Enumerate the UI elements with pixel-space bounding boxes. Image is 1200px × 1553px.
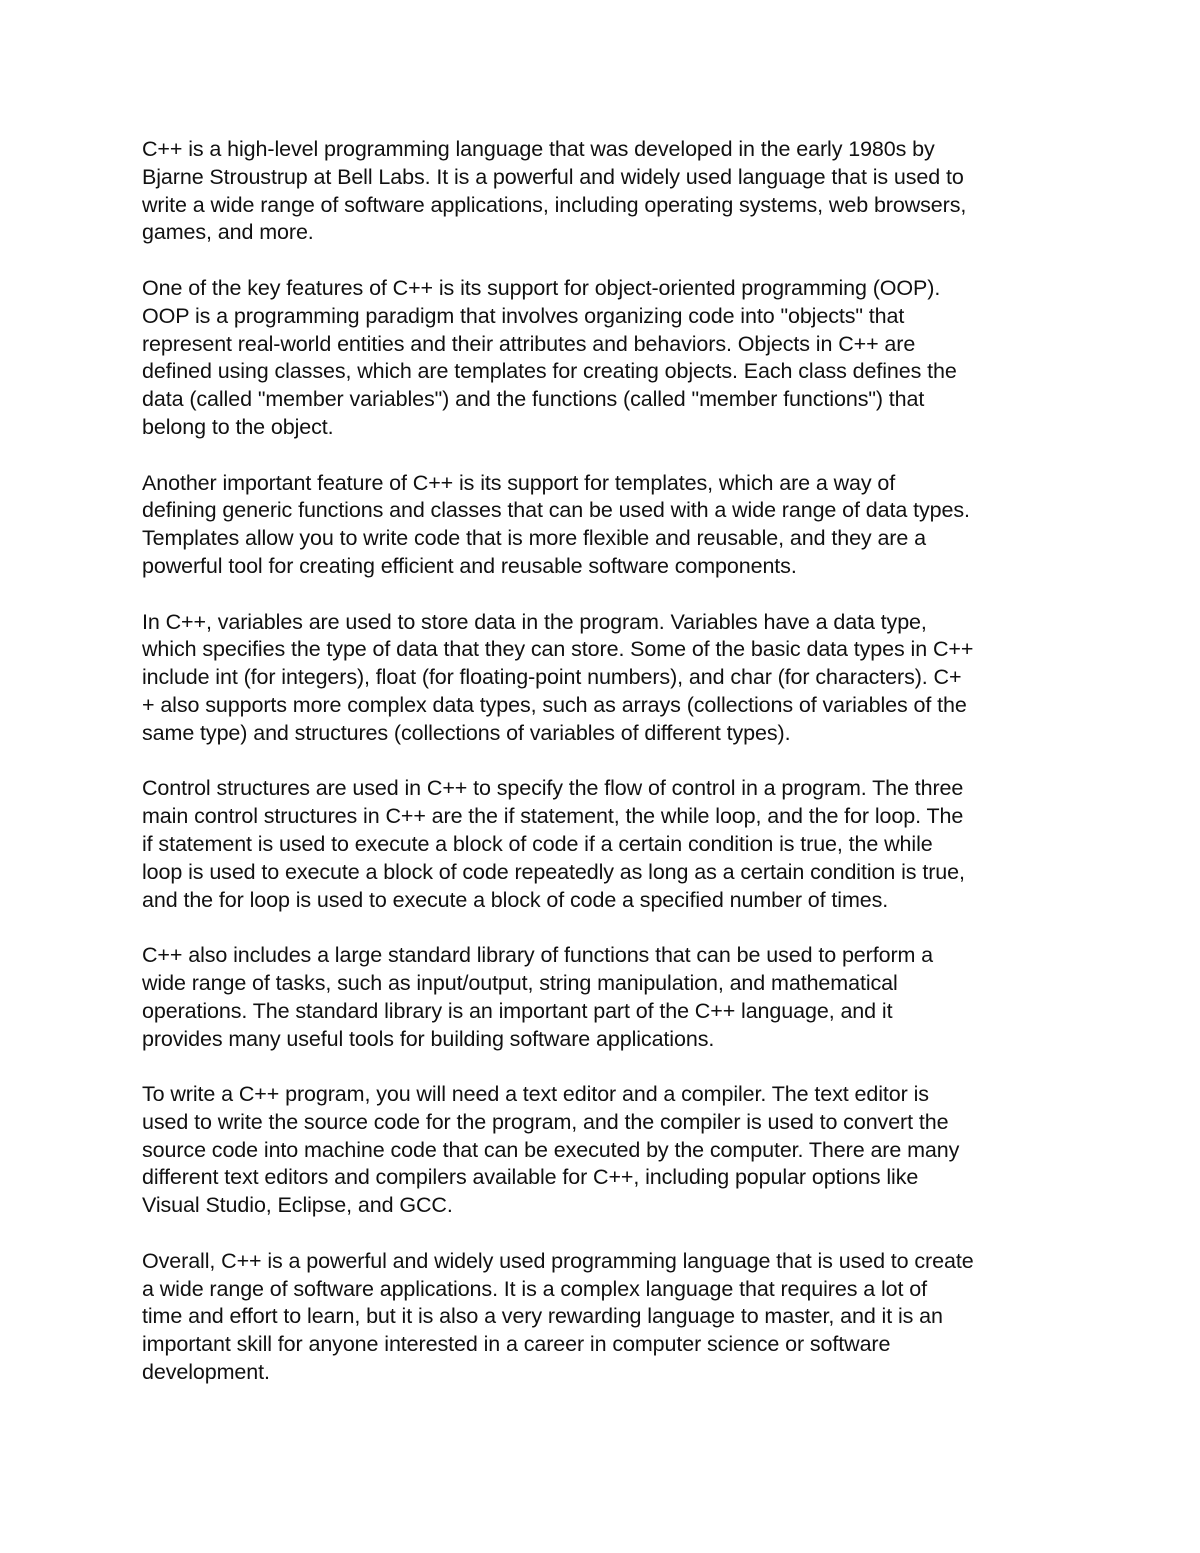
text-line: To write a C++ program, you will need a text editor and a compiler. The text editor is — [142, 1082, 929, 1107]
text-line: different text editors and compilers available for C++, including popular options like — [142, 1165, 919, 1190]
text-line: if statement is used to execute a block of code if a certain condition is true, the while — [142, 831, 933, 856]
text-line: belong to the object. — [142, 414, 334, 439]
paragraph-standard-library — [142, 942, 1062, 1053]
text-line: a wide range of software applications. It is a complex language that requires a lot of — [142, 1276, 927, 1301]
text-line: include int (for integers), float (for floating-point numbers), and char (for characters). C+ — [142, 665, 962, 690]
text-line: loop is used to execute a block of code repeatedly as long as a certain condition is true, — [142, 859, 965, 884]
text-line: time and effort to learn, but it is also a very rewarding language to master, and it is an — [142, 1304, 943, 1329]
text-line: Overall, C++ is a powerful and widely used programming language that is used to create — [142, 1248, 974, 1273]
text-line: data (called "member variables") and the functions (called "member functions") that — [142, 387, 925, 412]
text-line: used to write the source code for the program, and the compiler is used to convert the — [142, 1109, 949, 1134]
text-line: write a wide range of software applications, including operating systems, web browsers, — [142, 192, 967, 217]
text-line: same type) and structures (collections of variables of different types). — [142, 720, 791, 745]
paragraph-control-structures — [142, 775, 1062, 914]
text-line: powerful tool for creating efficient and reusable software components. — [142, 553, 797, 578]
text-line: games, and more. — [142, 220, 314, 245]
text-line: which specifies the type of data that they can store. Some of the basic data types in C++ — [142, 637, 974, 662]
text-line: Visual Studio, Eclipse, and GCC. — [142, 1193, 453, 1218]
text-line: source code into machine code that can be executed by the computer. There are many — [142, 1137, 960, 1162]
text-line: and the for loop is used to execute a block of code a specified number of times. — [142, 887, 889, 912]
text-line: C++ is a high-level programming language that was developed in the early 1980s by — [142, 137, 935, 161]
text-line: wide range of tasks, such as input/output, string manipulation, and mathematical — [142, 970, 898, 995]
text-line: defined using classes, which are templates for creating objects. Each class defines the — [142, 359, 957, 384]
document-body — [142, 136, 1062, 1415]
paragraph-writing-program — [142, 1081, 1062, 1220]
text-line: C++ also includes a large standard library of functions that can be used to perform a — [142, 943, 934, 968]
paragraph-overall — [142, 1248, 1062, 1387]
text-line: provides many useful tools for building software applications. — [142, 1026, 715, 1051]
text-line: Control structures are used in C++ to specify the flow of control in a program. The three — [142, 776, 964, 801]
text-line: represent real-world entities and their attributes and behaviors. Objects in C++ are — [142, 331, 916, 356]
paragraph-variables — [142, 609, 1062, 748]
paragraph-intro — [142, 136, 1062, 247]
text-line: + also supports more complex data types, such as arrays (collections of variables of the — [142, 692, 967, 717]
text-line: Templates allow you to write code that is more flexible and reusable, and they are a — [142, 526, 926, 551]
paragraph-oop — [142, 275, 1062, 442]
text-line: Another important feature of C++ is its support for templates, which are a way of — [142, 470, 896, 495]
text-line: Bjarne Stroustrup at Bell Labs. It is a powerful and widely used language that is used to — [142, 164, 964, 189]
text-line: defining generic functions and classes that can be used with a wide range of data types. — [142, 498, 970, 523]
text-line: main control structures in C++ are the if statement, the while loop, and the for loop. The — [142, 804, 964, 829]
text-line: OOP is a programming paradigm that involves organizing code into "objects" that — [142, 303, 905, 328]
text-line: important skill for anyone interested in a career in computer science or software — [142, 1332, 891, 1357]
text-line: One of the key features of C++ is its support for object-oriented programming (OOP). — [142, 275, 941, 300]
text-line: operations. The standard library is an important part of the C++ language, and it — [142, 998, 893, 1023]
text-line: In C++, variables are used to store data in the program. Variables have a data type, — [142, 609, 927, 634]
paragraph-templates — [142, 470, 1062, 581]
text-line: development. — [142, 1360, 270, 1385]
